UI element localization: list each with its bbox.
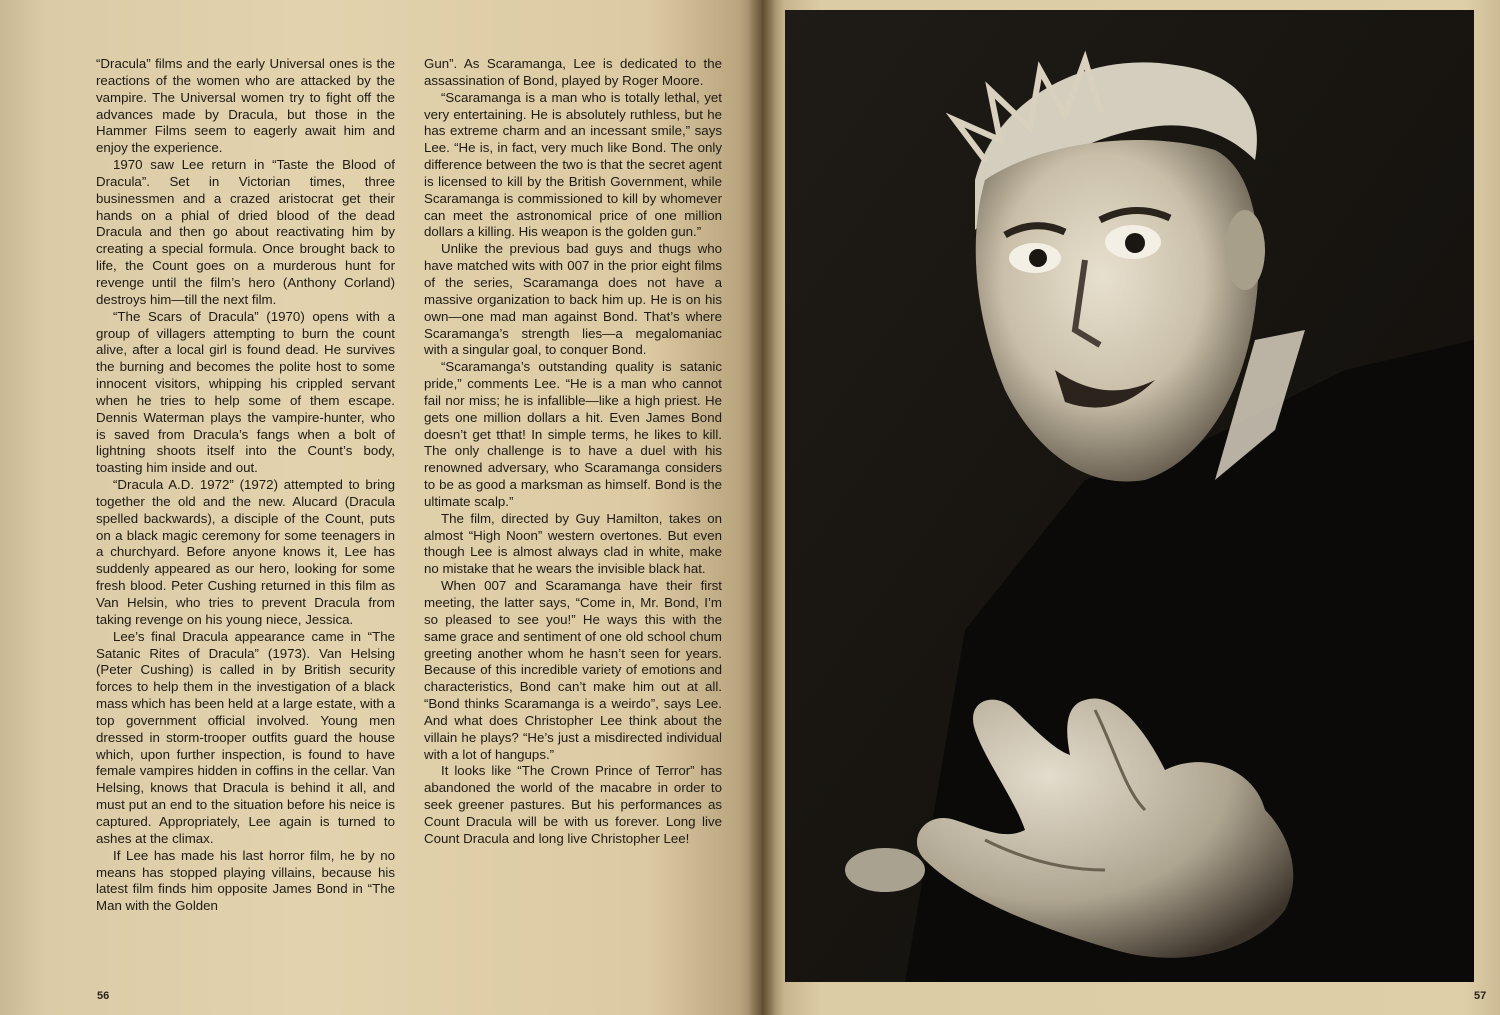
paragraph: When 007 and Scaramanga have their first meeting, the latter says, “Come in, Mr. Bond, I’m so pleased to see you!” He ways this with the same grace and sentiment of one old school chum greeting another whom he hasn’t seen for years. Because of this incredible variety of emotions and characteristics, Bond can’t make him out at all. “Bond thinks Scaramanga is a weirdo”, says Lee. And what does Christopher Lee think about the villain he plays? “He’s just a misdirected individual with a lot of hangups.” [424, 578, 722, 762]
paragraph: If Lee has made his last horror film, he by no means has stopped playing villains, because his latest film finds him opposite James Bond in “The Man with the Golden [96, 847, 395, 914]
paragraph: 1970 saw Lee return in “Taste the Blood of Dracula”. Set in Victorian times, three businessmen and a crazed aristocrat get their hands on a phial of dried blood of the dead Dracula and then go about reactivating him by creating a special formula. Once brought back to life, the Count goes on a murderous hunt for revenge until the film’s hero (Anthony Corland) destroys him—till the next film. [96, 157, 395, 307]
paragraph: “Dracula A.D. 1972” (1972) attempted to bring together the old and the new. Alucard (Dracula spelled backwards), a disciple of the Count, puts on a black magic ceremony for some teenagers in a churchyard. Before anyone knows it, Lee has suddenly appeared as our hero, looking for some fresh blood. Peter Cushing returned in this film as Van Helsin, who tries to prevent Dracula from taking revenge on his young niece, Jessica. [96, 477, 395, 627]
paragraph: The film, directed by Guy Hamilton, takes on almost “High Noon” western overtones. But even though Lee is almost always clad in white, make no mistake that he wears the invisible black hat. [424, 510, 722, 577]
binding-gutter [748, 0, 776, 1015]
text-column-left [96, 56, 395, 915]
paragraph: “The Scars of Dracula” (1970) opens with a group of villagers attempting to burn the count alive, after a local girl is found dead. He survives the burning and becomes the polite host to some innocent visitors, whipping his crippled servant when he tries to help some of them escape. Dennis Waterman plays the vampire-hunter, who is saved from Dracula’s fangs when a bolt of lightning shoots itself into the Count’s body, toasting him inside and out. [96, 308, 395, 476]
paragraph: “Scaramanga is a man who is totally lethal, yet very entertaining. He is absolutely ruthless, but he has extreme charm and an incessant smile,” says Lee. “He is, in fact, very much like Bond. The only difference between the two is that the secret agent is licensed to kill by the British Government, while Scaramanga is commissioned to kill by whomever can meet the astronomical price of one million dollars a killing. His weapon is the golden gun.” [424, 89, 722, 240]
paragraph: It looks like “The Crown Prince of Terror” has abandoned the world of the macabre in order to seek greener pastures. But his performances as Count Dracula will be with us forever. Long live Count Dracula and long live Christopher Lee! [424, 763, 722, 846]
portrait-photo [785, 10, 1474, 982]
paragraph: “Scaramanga’s outstanding quality is satanic pride,” comments Lee. “He is a man who cannot fail nor miss; he is infallible—like a high priest. He gets one million dollars a hit. Even James Bond doesn’t get tthat! In simple terms, he likes to kill. The only challenge is to have a duel with his renowned adversary, who Scaramanga considers to be as good a marksman as himself. Bond is the ultimate scalp.” [424, 359, 722, 509]
page-number-left: 56 [97, 990, 110, 1002]
portrait-illustration [785, 10, 1474, 982]
paragraph: “Dracula” films and the early Universal ones is the reactions of the women who are attacked by the vampire. The Universal women try to fight off the advances made by Dracula, but those in the Hammer Films seem to eagerly await him and enjoy the experience. [96, 56, 395, 156]
paragraph: Lee’s final Dracula appearance came in “The Satanic Rites of Dracula” (1973). Van Helsing (Peter Cushing) is called in by British security forces to help them in the investigation of a black mass which has been held at a large estate, with a top government official involved. Young men dressed in storm-trooper outfits guard the house which, upon further inspection, is found to have female vampires hidden in coffins in the cellar. Van Helsing, knows that Dracula is behind it all, and must put an end to the situation before his neice is captured. Appropriately, Lee again is turned to ashes at the climax. [96, 628, 395, 846]
page-number-right: 57 [1474, 990, 1487, 1002]
paragraph: Gun”. As Scaramanga, Lee is dedicated to the assassination of Bond, played by Roger Moore. [424, 56, 722, 88]
text-column-right [424, 56, 722, 848]
paragraph: Unlike the previous bad guys and thugs who have matched wits with 007 in the prior eight films of the series, Scaramanga does not have a massive organization to back him up. He is on his own—one mad man against Bond. That’s where Scaramanga’s strength lies—a megalomaniac with a singular goal, to conquer Bond. [424, 241, 722, 358]
